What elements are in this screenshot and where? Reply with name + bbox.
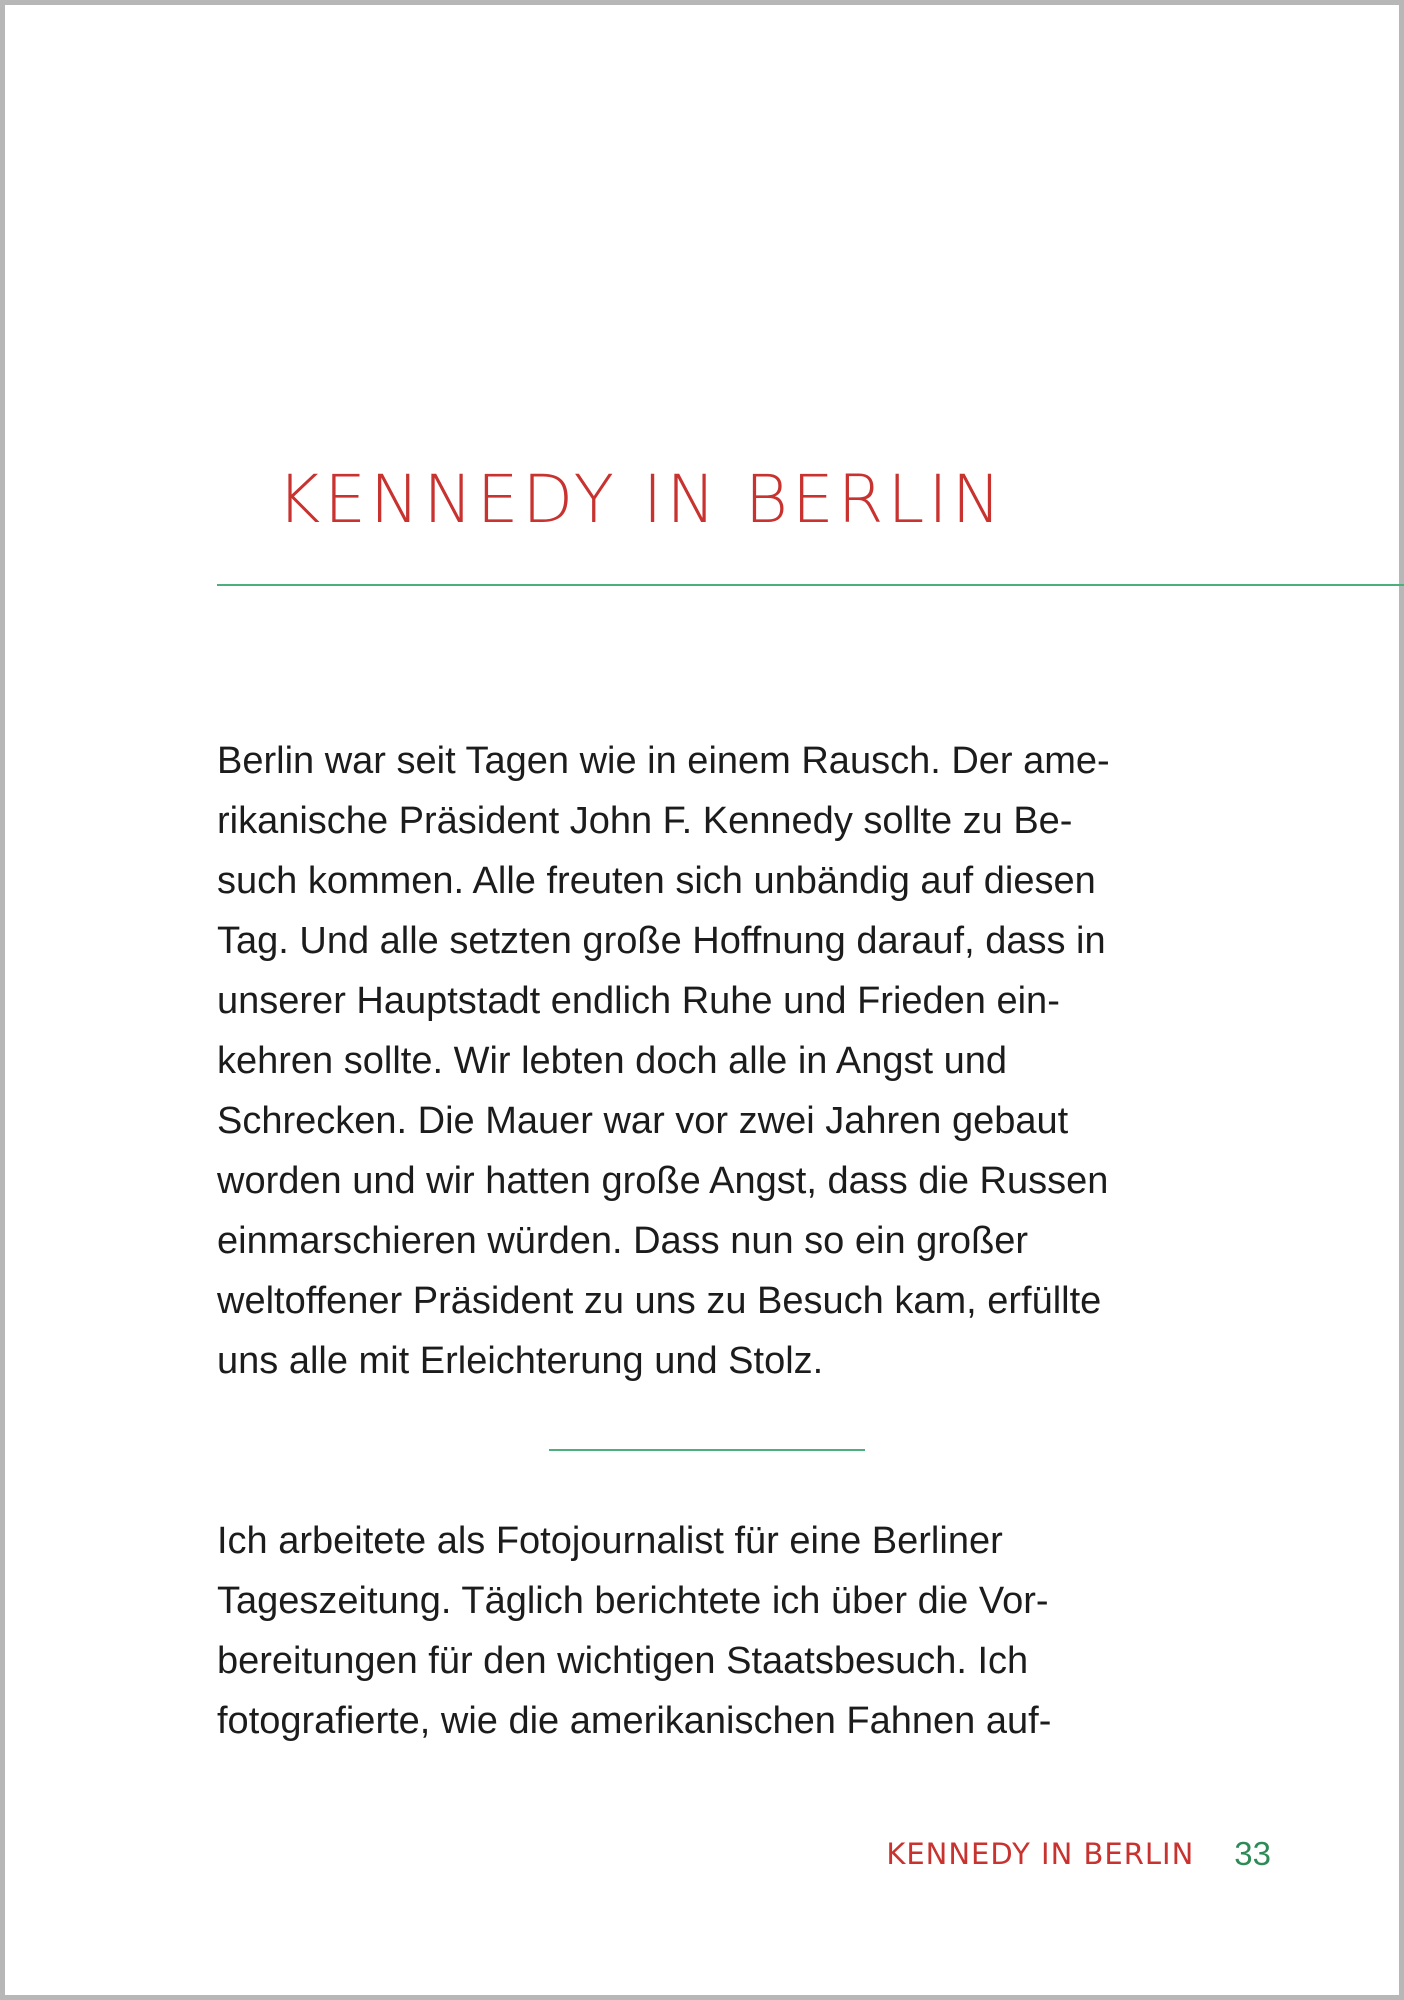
text-line: such kommen. Alle freuten sich unbändig auf diesen [217, 860, 1096, 902]
text-line: fotografierte, wie die amerikanischen Fahnen auf- [217, 1700, 1052, 1742]
text-line: unserer Hauptstadt endlich Ruhe und Frieden ein- [217, 980, 1060, 1022]
title-rule [217, 584, 1404, 586]
text-line: uns alle mit Erleichterung und Stolz. [217, 1340, 824, 1382]
running-title: KENNEDY IN BERLIN [886, 1837, 1195, 1871]
text-line: Tageszeitung. Täglich berichtete ich über die Vor- [217, 1580, 1049, 1622]
text-line: Schrecken. Die Mauer war vor zwei Jahren gebaut [217, 1100, 1069, 1142]
paragraph-2 [217, 1511, 1227, 1751]
text-line: einmarschieren würden. Dass nun so ein großer [217, 1220, 1029, 1262]
text-line: weltoffener Präsident zu uns zu Besuch kam, erfüllte [217, 1280, 1102, 1322]
text-line: Berlin war seit Tagen wie in einem Rausch. Der ame- [217, 740, 1110, 782]
paragraph-1 [217, 731, 1227, 1391]
text-line: kehren sollte. Wir lebten doch alle in Angst und [217, 1040, 1008, 1082]
text-line: bereitungen für den wichtigen Staatsbesuch. Ich [217, 1640, 1029, 1682]
text-line: worden und wir hatten große Angst, dass die Russen [217, 1160, 1109, 1202]
section-divider [549, 1449, 865, 1451]
page-number: 33 [1234, 1835, 1271, 1872]
text-line: rikanische Präsident John F. Kennedy sollte zu Be- [217, 800, 1073, 842]
page-footer [886, 1831, 1271, 1877]
chapter-title: KENNEDY IN BERLIN [277, 461, 1006, 538]
text-line: Tag. Und alle setzten große Hoffnung darauf, dass in [217, 920, 1106, 962]
text-line: Ich arbeitete als Fotojournalist für eine Berliner [217, 1520, 1003, 1562]
